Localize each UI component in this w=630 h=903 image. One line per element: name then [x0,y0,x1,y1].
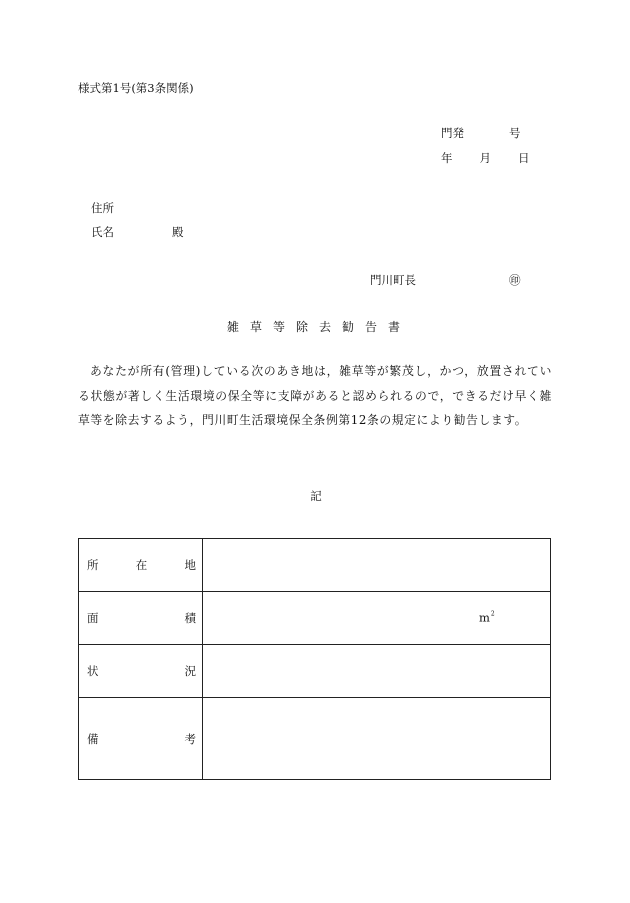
form-number: 様式第1号(第3条関係) [78,81,194,95]
location-value[interactable] [203,539,551,592]
table-row-location [79,539,551,592]
date-month: 月 [479,151,491,165]
mayor-title: 門川町長 [370,273,416,287]
table-row-area [79,592,551,645]
issue-number-line [441,125,521,141]
remarks-value[interactable] [203,698,551,780]
status-label: 状 況 [79,645,203,698]
square-meter-unit: $m^2$ [479,610,495,625]
issue-prefix: 門発 [441,126,464,140]
issue-date-line [441,150,530,166]
ki-heading: 記 [310,489,322,503]
name-label: 氏名 [91,225,114,239]
table-row-status [79,645,551,698]
location-label: 所 在 地 [79,539,203,592]
issue-suffix: 号 [509,126,521,140]
date-year: 年 [441,151,453,165]
document-title: 雑草等除去勧告書 [226,320,411,334]
honorific: 殿 [172,225,184,239]
status-value[interactable] [203,645,551,698]
name-row [91,224,184,240]
area-label: 面 積 [79,592,203,645]
seal-mark: ㊞ [509,273,521,287]
area-value[interactable] [203,592,551,645]
address-label: 住所 [91,201,114,215]
detail-table [78,538,551,780]
remarks-label: 備 考 [79,698,203,780]
table-row-remarks [79,698,551,780]
body-text: あなたが所有(管理)している次のあき地は，雑草等が繁茂し，かつ，放置されている状態が著しく生活環境の保全等に支障があると認められるので，できるだけ早く雑草等を除去するよう，門川町生活環境保全条例第12条の規定により勧告します。 [78,364,552,427]
date-day: 日 [518,151,530,165]
